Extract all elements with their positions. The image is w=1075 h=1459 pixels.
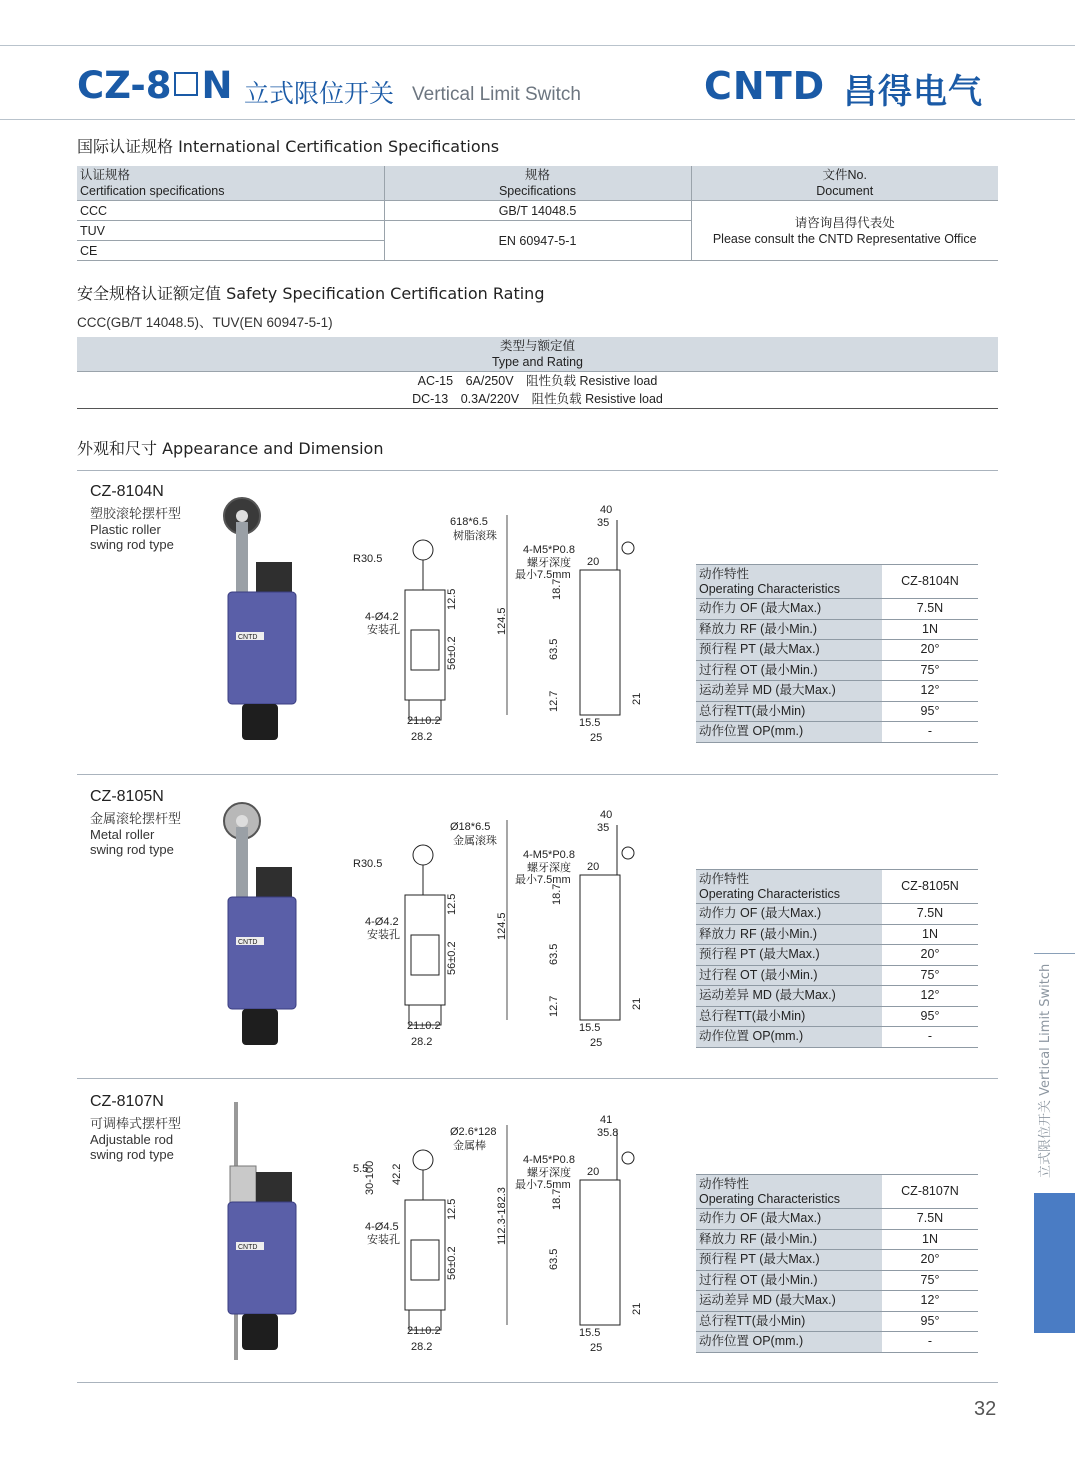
characteristic-label: 释放力 RF (最小Min.)	[696, 1229, 882, 1250]
characteristics-table	[696, 1174, 978, 1353]
dimension-label: 4-M5*P0.8	[523, 544, 575, 556]
dimension-label: 12.5	[446, 893, 458, 915]
table-row	[696, 701, 978, 722]
characteristic-value: 20°	[882, 945, 978, 966]
dimension-label: 618*6.5	[450, 516, 488, 528]
table-row	[696, 722, 978, 743]
dimension-label: 最小7.5mm	[515, 1179, 571, 1191]
table-row	[696, 619, 978, 640]
dimension-label: 20	[587, 556, 600, 568]
characteristic-value: 75°	[882, 660, 978, 681]
brand-label: CNTD	[238, 634, 258, 641]
table-row	[696, 1270, 978, 1291]
brand-logo-en: CNTD	[704, 64, 826, 108]
characteristic-label: 运动差异 MD (最大Max.)	[696, 1291, 882, 1312]
top-rule	[0, 45, 1075, 46]
characteristic-label: 动作力 OF (最大Max.)	[696, 904, 882, 925]
side-view-roller	[622, 847, 634, 859]
table-row	[696, 681, 978, 702]
cert-tuv: TUV	[77, 221, 384, 241]
dimension-label: 21	[631, 692, 643, 705]
dimension-label: 63.5	[548, 1248, 560, 1270]
dimension-label: 金属棒	[453, 1140, 486, 1152]
cert-header-doc: 文件No. Document	[691, 166, 998, 201]
dimension-label: 螺牙深度	[527, 862, 571, 874]
front-view-roller	[413, 540, 433, 560]
spec-tuv-ce: EN 60947-5-1	[384, 221, 691, 261]
side-view-body	[580, 570, 620, 715]
dimension-label: 21±0.2	[407, 1020, 441, 1032]
characteristic-label: 动作力 OF (最大Max.)	[696, 599, 882, 620]
characteristic-label: 总行程TT(最小Min)	[696, 1006, 882, 1027]
switch-body	[228, 1202, 296, 1314]
cert-ccc: CCC	[77, 201, 384, 221]
table-row	[696, 1006, 978, 1027]
characteristic-value: -	[882, 1027, 978, 1048]
characteristics-model: CZ-8105N	[882, 870, 978, 904]
characteristic-label: 释放力 RF (最小Min.)	[696, 924, 882, 945]
dimension-label: 21±0.2	[407, 715, 441, 727]
table-row	[696, 924, 978, 945]
table-row	[696, 1209, 978, 1230]
dimension-label: 124.5	[496, 607, 508, 635]
dimension-label: 40	[600, 504, 613, 516]
dimension-label: 5.5	[353, 1163, 369, 1175]
side-view-roller	[622, 542, 634, 554]
lever-arm	[236, 827, 248, 897]
divider	[77, 470, 998, 471]
dimension-label: 12.5	[446, 1198, 458, 1220]
side-divider	[1034, 953, 1075, 954]
table-row	[696, 1311, 978, 1332]
characteristic-value: -	[882, 722, 978, 743]
front-view-window	[411, 935, 439, 975]
characteristic-label: 运动差异 MD (最大Max.)	[696, 986, 882, 1007]
characteristic-value: 20°	[882, 1250, 978, 1271]
divider	[77, 774, 998, 775]
rating-table	[77, 337, 998, 409]
table-row	[696, 1332, 978, 1353]
side-tab	[1034, 1193, 1075, 1333]
switch-body	[228, 897, 296, 1009]
dimension-label: 41	[600, 1114, 613, 1126]
characteristic-value: 95°	[882, 701, 978, 722]
dimension-label: 最小7.5mm	[515, 874, 571, 886]
characteristic-label: 过行程 OT (最小Min.)	[696, 965, 882, 986]
cert-document-cell: 请咨询昌得代表处 Please consult the CNTD Representative Office	[691, 201, 998, 261]
switch-body	[228, 592, 296, 704]
dimension-label: 21	[631, 1302, 643, 1315]
dimension-label: 15.5	[579, 1327, 601, 1339]
cable-gland	[242, 1314, 278, 1350]
table-row	[696, 599, 978, 620]
dimension-label: 12.7	[548, 995, 560, 1017]
dimension-label: 树脂滚珠	[453, 530, 497, 542]
dimension-label: 25	[590, 1342, 603, 1354]
front-view-window	[411, 1240, 439, 1280]
characteristic-value: 75°	[882, 1270, 978, 1291]
characteristic-value: 12°	[882, 681, 978, 702]
lever-arm	[236, 522, 248, 592]
table-row	[696, 660, 978, 681]
table-row	[696, 965, 978, 986]
dimension-drawing	[345, 1100, 655, 1370]
spec-ccc: GB/T 14048.5	[384, 201, 691, 221]
characteristic-value: 20°	[882, 640, 978, 661]
dimension-label: 35	[597, 822, 610, 834]
cert-table	[77, 166, 998, 261]
dimension-drawing	[345, 490, 655, 760]
characteristic-label: 过行程 OT (最小Min.)	[696, 1270, 882, 1291]
characteristic-label: 总行程TT(最小Min)	[696, 701, 882, 722]
dimension-label: 40	[600, 809, 613, 821]
characteristics-model: CZ-8107N	[882, 1175, 978, 1209]
table-row	[696, 945, 978, 966]
characteristic-label: 过行程 OT (最小Min.)	[696, 660, 882, 681]
page-number: 32	[974, 1398, 997, 1420]
characteristic-value: 95°	[882, 1006, 978, 1027]
rating-row-dc13: DC-13 0.3A/220V 阻性负载 Resistive load	[77, 390, 998, 409]
dimension-label: 21	[631, 997, 643, 1010]
table-row	[696, 1027, 978, 1048]
side-view-body	[580, 1180, 620, 1325]
rating-row-ac15: AC-15 6A/250V 阻性负载 Resistive load	[417, 374, 658, 388]
cert-header-spec: 规格 Specifications	[384, 166, 691, 201]
product-model: CZ-8105N	[90, 788, 164, 805]
brand-label: CNTD	[238, 939, 258, 946]
product-model: CZ-8107N	[90, 1093, 164, 1110]
characteristic-label: 总行程TT(最小Min)	[696, 1311, 882, 1332]
product-photo	[200, 1102, 320, 1362]
characteristic-value: 7.5N	[882, 599, 978, 620]
product-photo	[200, 492, 320, 752]
dimension-label: R30.5	[353, 553, 383, 565]
dimension-label: 金属滚珠	[453, 835, 497, 847]
cable-gland	[242, 1009, 278, 1045]
characteristics-header: 动作特性 Operating Characteristics	[696, 565, 882, 599]
dimension-label: 18.7	[551, 1188, 563, 1210]
characteristic-label: 动作力 OF (最大Max.)	[696, 1209, 882, 1230]
dimension-label: 25	[590, 1037, 603, 1049]
dimension-label: 30-100	[364, 1160, 376, 1195]
page-title-en: Vertical Limit Switch	[412, 84, 581, 105]
characteristic-value: 1N	[882, 619, 978, 640]
characteristics-table	[696, 869, 978, 1048]
brand-logo-cn: 昌得电气	[843, 72, 983, 112]
roller-hub-icon	[236, 510, 248, 522]
dimension-label: 42.2	[391, 1163, 403, 1185]
characteristic-value: 1N	[882, 924, 978, 945]
characteristic-label: 预行程 PT (最大Max.)	[696, 1250, 882, 1271]
product-description: 塑胶滚轮摆杆型 Plastic roller swing rod type	[90, 506, 182, 552]
table-row	[696, 904, 978, 925]
characteristic-value: 75°	[882, 965, 978, 986]
characteristic-value: 12°	[882, 986, 978, 1007]
dimension-label: 63.5	[548, 638, 560, 660]
characteristics-header: 动作特性 Operating Characteristics	[696, 870, 882, 904]
dimension-label: 28.2	[411, 731, 433, 743]
characteristic-label: 运动差异 MD (最大Max.)	[696, 681, 882, 702]
dimension-label: 20	[587, 1166, 600, 1178]
dimension-label: 35.8	[597, 1127, 619, 1139]
characteristic-label: 预行程 PT (最大Max.)	[696, 945, 882, 966]
cert-ce: CE	[77, 241, 384, 261]
characteristics-header: 动作特性 Operating Characteristics	[696, 1175, 882, 1209]
dimension-label: 螺牙深度	[527, 557, 571, 569]
characteristic-value: 95°	[882, 1311, 978, 1332]
product-description: 可调棒式摆杆型 Adjustable rod swing rod type	[90, 1116, 182, 1162]
dimension-label: 15.5	[579, 1022, 601, 1034]
divider	[77, 1078, 998, 1079]
side-label: 立式限位开关 Vertical Limit Switch	[1038, 963, 1053, 1178]
brand-label: CNTD	[238, 1244, 258, 1251]
front-view-roller	[413, 845, 433, 865]
cable-gland	[242, 704, 278, 740]
characteristic-value: 1N	[882, 1229, 978, 1250]
product-description: 金属滚轮摆杆型 Metal roller swing rod type	[90, 811, 182, 857]
table-row	[696, 1229, 978, 1250]
checkbox-square-icon	[174, 72, 198, 96]
dimension-label: 最小7.5mm	[515, 569, 571, 581]
dimension-label: 安装孔	[367, 1234, 400, 1246]
safety-subtitle: CCC(GB/T 14048.5)、TUV(EN 60947-5-1)	[77, 315, 333, 330]
dimension-label: Ø18*6.5	[450, 821, 491, 833]
dimension-label: 21±0.2	[407, 1325, 441, 1337]
dimension-label: 安装孔	[367, 929, 400, 941]
rating-header: 类型与额定值 Type and Rating	[77, 337, 998, 372]
characteristic-value: 12°	[882, 1291, 978, 1312]
dimension-label: 63.5	[548, 943, 560, 965]
dimension-label: 15.5	[579, 717, 601, 729]
characteristic-label: 动作位置 OP(mm.)	[696, 1027, 882, 1048]
dimension-label: 4-Ø4.5	[365, 1221, 399, 1233]
product-photo	[200, 797, 320, 1057]
header-rule	[0, 119, 1075, 120]
dimension-label: R30.5	[353, 858, 383, 870]
dimension-label: 56±0.2	[446, 1246, 458, 1280]
table-row	[696, 986, 978, 1007]
dimension-label: 28.2	[411, 1341, 433, 1353]
dimension-label: 安装孔	[367, 624, 400, 636]
product-model: CZ-8104N	[90, 483, 164, 500]
table-row	[696, 640, 978, 661]
characteristics-table	[696, 564, 978, 743]
side-view-body	[580, 875, 620, 1020]
dimension-label: 56±0.2	[446, 636, 458, 670]
divider	[77, 1382, 998, 1383]
characteristics-model: CZ-8104N	[882, 565, 978, 599]
characteristic-label: 预行程 PT (最大Max.)	[696, 640, 882, 661]
dimension-label: 124.5	[496, 912, 508, 940]
side-view-roller	[622, 1152, 634, 1164]
characteristic-value: 7.5N	[882, 904, 978, 925]
cert-header-cert: 认证规格 Certification specifications	[77, 166, 384, 201]
dimension-label: 12.5	[446, 588, 458, 610]
dimension-label: 18.7	[551, 883, 563, 905]
dimension-label: 20	[587, 861, 600, 873]
dimension-label: 12.7	[548, 690, 560, 712]
dimension-label: 螺牙深度	[527, 1167, 571, 1179]
dimension-label: Ø2.6*128	[450, 1126, 497, 1138]
page-title-model: CZ-8 N	[77, 64, 233, 107]
roller-hub-icon	[236, 815, 248, 827]
cert-section-title: 国际认证规格 International Certification Specifications	[77, 137, 500, 156]
page-title-cn: 立式限位开关	[244, 79, 395, 108]
dimension-label: 35	[597, 517, 610, 529]
characteristic-value: -	[882, 1332, 978, 1353]
dimension-label: 56±0.2	[446, 941, 458, 975]
front-view-roller	[413, 1150, 433, 1170]
table-row	[696, 1250, 978, 1271]
dimension-label: 4-M5*P0.8	[523, 849, 575, 861]
appearance-section-title: 外观和尺寸 Appearance and Dimension	[77, 439, 384, 458]
dimension-label: 4-M5*P0.8	[523, 1154, 575, 1166]
dimension-label: 25	[590, 732, 603, 744]
characteristic-label: 动作位置 OP(mm.)	[696, 722, 882, 743]
characteristic-label: 动作位置 OP(mm.)	[696, 1332, 882, 1353]
dimension-drawing	[345, 795, 655, 1065]
table-row	[696, 1291, 978, 1312]
characteristic-label: 释放力 RF (最小Min.)	[696, 619, 882, 640]
front-view-window	[411, 630, 439, 670]
dimension-label: 4-Ø4.2	[365, 611, 399, 623]
dimension-label: 112.3-182.3	[496, 1187, 508, 1245]
dimension-label: 4-Ø4.2	[365, 916, 399, 928]
safety-section-title: 安全规格认证额定值 Safety Specification Certification Rating	[77, 284, 545, 303]
characteristic-value: 7.5N	[882, 1209, 978, 1230]
dimension-label: 28.2	[411, 1036, 433, 1048]
dimension-label: 18.7	[551, 578, 563, 600]
